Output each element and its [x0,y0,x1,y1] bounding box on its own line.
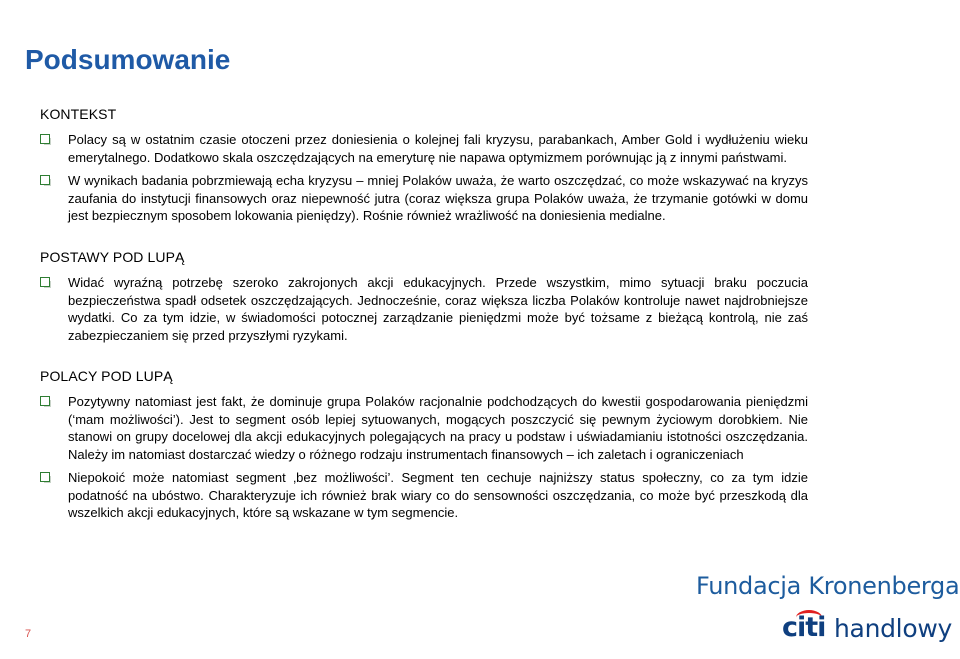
checkbox-bullet-icon [40,175,50,185]
section-heading: POSTAWY POD LUPĄ [40,249,185,265]
bullet-item [40,393,808,463]
bullet-text: Widać wyraźną potrzebę szeroko zakrojonych akcji edukacyjnych. Przede wszystkim, mimo sytuacji braku poczucia bezpieczeństwa spadł odsetek oszczędzających. Jednocześnie, coraz większa liczba Polaków kontroluje nawet najdrobniejsze wydatki. Co za tym idzie, w świadomości potocznej zarządzanie pieniędzmi może być tożsame z bieżącą kontrolą, nie zaś zabezpieczaniem się przed przyszłymi ryzykami. [68,275,808,343]
citi-handlowy-logo [782,610,952,646]
checkbox-bullet-icon [40,472,50,482]
bullet-item [40,274,808,344]
section-heading: POLACY POD LUPĄ [40,368,173,384]
bullet-item [40,469,808,522]
section-postawy [40,249,808,350]
logo-handlowy-text: handlowy [834,614,952,643]
bullet-text: Polacy są w ostatnim czasie otoczeni przez doniesienia o kolejnej fali kryzysu, parabankach, Amber Gold i wydłużeniu wieku emerytalnego. Dodatkowo skala oszczędzających na emeryturę nie napawa optymizmem porównując ją z innymi państwami. [68,132,808,165]
page-number: 7 [25,628,32,640]
page-title: Podsumowanie [25,44,231,75]
bullet-text: W wynikach badania pobrzmiewają echa kryzysu – mniej Polaków uważa, że warto oszczędzać, co może wskazywać na kryzys zaufania do instytucji finansowych oraz niepewność jutra (coraz większa grupa Polaków uważa, że trzymanie gotówki w domu jest bezpiecznym sposobem lokowania pieniędzy). Rośnie również wrażliwość na doniesienia medialne. [68,173,808,223]
bullet-item [40,172,808,225]
bullet-text: Niepokoić może natomiast segment ‚bez możliwości’. Segment ten cechuje najniższy status społeczny, co za tym idzie podatność na ubóstwo. Charakteryzuje ich również brak wiary co do sensowności oszczędzania, co może być przeszkodą dla wszelkich akcji edukacyjnych, które są wskazane w tym segmencie. [68,470,808,520]
section-kontekst [40,106,808,231]
bullet-item [40,131,808,166]
foundation-logo-text: Fundacja Kronenberga [696,572,960,600]
logo-citi-text: citi [782,612,826,643]
bullet-text: Pozytywny natomiast jest fakt, że dominuje grupa Polaków racjonalnie podchodzących do kwestii gospodarowania pieniędzmi (‘mam możliwości’). Jest to segment osób lepiej sytuowanych, mogących poszczycić się pewnym życiowym dorobkiem. Nie stanowi on grupy docelowej dla akcji edukacyjnych polegających na pracy u podstaw i uświadamianiu istotności oszczędzania. Należy im natomiast dostarczać wiedzy o różnego rodzaju instrumentach finansowych – ich zaletach i ograniczeniach [68,394,808,462]
section-heading: KONTEKST [40,106,117,122]
checkbox-bullet-icon [40,277,50,287]
checkbox-bullet-icon [40,134,50,144]
checkbox-bullet-icon [40,396,50,406]
section-polacy [40,368,808,528]
